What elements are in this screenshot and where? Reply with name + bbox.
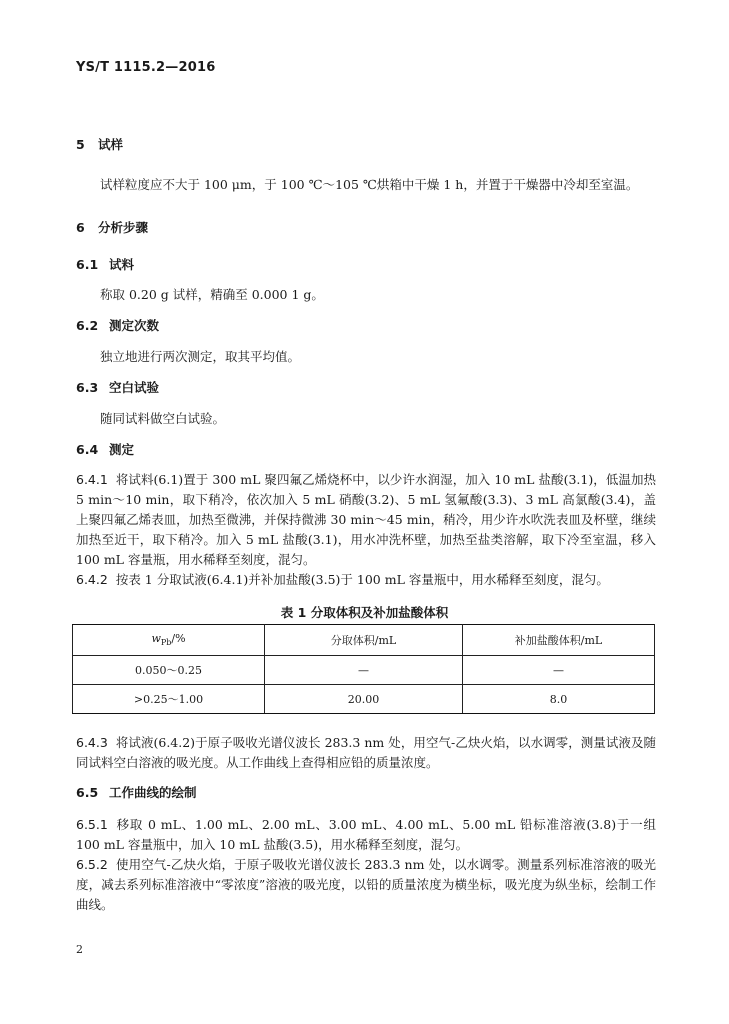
header-symbol: w <box>151 632 161 646</box>
heading-number: 6.5 <box>76 785 99 800</box>
heading-6-3 <box>76 378 159 396</box>
paragraph-6-2: 独立地进行两次测定，取其平均值。 <box>100 349 301 364</box>
table-cell: 0.050～0.25 <box>73 656 265 685</box>
clause-6-4-3 <box>76 733 656 773</box>
clause-6-4-2 <box>76 570 656 590</box>
page-number: 2 <box>76 943 83 956</box>
header-unit: /% <box>171 632 186 646</box>
table-cell: — <box>462 656 654 685</box>
clause-number: 6.5.2 <box>76 857 108 872</box>
heading-number: 5 <box>76 137 85 152</box>
heading-6-4 <box>76 440 134 458</box>
heading-number: 6 <box>76 220 85 235</box>
heading-number: 6.1 <box>76 257 99 272</box>
heading-title: 测定次数 <box>109 318 160 333</box>
heading-6-2 <box>76 316 159 334</box>
heading-6-5 <box>76 783 197 801</box>
heading-number: 6.2 <box>76 318 99 333</box>
clause-6-4-1 <box>76 470 656 570</box>
table-title: 表 1 分取体积及补加盐酸体积 <box>280 605 449 620</box>
heading-title: 试料 <box>109 257 135 272</box>
heading-number: 6.3 <box>76 380 99 395</box>
column-header-aliquot-volume: 分取体积/mL <box>265 625 463 656</box>
table-header-row <box>73 625 655 656</box>
column-header-mass-fraction <box>73 625 265 656</box>
heading-6 <box>76 218 148 236</box>
paragraph-5: 试样粒度应不大于 100 μm，于 100 ℃～105 ℃烘箱中干燥 1 h，并置于干燥器中冷却至室温。 <box>100 177 639 192</box>
heading-title: 分析步骤 <box>98 220 149 235</box>
standard-id: YS/T 1115.2—2016 <box>76 60 216 75</box>
heading-6-1 <box>76 255 134 273</box>
table-1 <box>72 624 655 714</box>
table-cell: — <box>265 656 463 685</box>
clause-text: 将试液(6.4.2)于原子吸收光谱仪波长 283.3 nm 处，用空气-乙炔火焰，以水调零，测量试液及随同试料空白溶液的吸光度。从工作曲线上查得相应铅的质量浓度。 <box>76 735 656 770</box>
clause-number: 6.4.3 <box>76 735 108 750</box>
clause-text: 使用空气-乙炔火焰，于原子吸收光谱仪波长 283.3 nm 处，以水调零。测量系列标准溶液的吸光度，减去系列标准溶液中“零浓度”溶液的吸光度，以铅的质量浓度为横坐标，吸光度为纵坐标，绘制工作曲线。 <box>76 857 656 912</box>
table-row <box>73 685 655 714</box>
clause-6-5-2 <box>76 855 656 915</box>
clause-text: 移取 0 mL、1.00 mL、2.00 mL、3.00 mL、4.00 mL、5.00 mL 铅标准溶液(3.8)于一组 100 mL 容量瓶中，加入 10 mL 盐酸(3.5)，用水稀释至刻度，混匀。 <box>76 817 656 852</box>
heading-number: 6.4 <box>76 442 99 457</box>
clause-6-5-1 <box>76 815 656 855</box>
clause-number: 6.5.1 <box>76 817 108 832</box>
paragraph-6-1: 称取 0.20 g 试样，精确至 0.000 1 g。 <box>100 287 324 302</box>
heading-title: 试样 <box>98 137 124 152</box>
clause-text: 将试料(6.1)置于 300 mL 聚四氟乙烯烧杯中，以少许水润湿，加入 10 mL 盐酸(3.1)，低温加热 5 min～10 min，取下稍冷，依次加入 5 mL 硝酸(3.2)、5 mL 氢氟酸(3.3)、3 mL 高氯酸(3.4)，盖上聚四氟乙烯表皿，加热至微沸，并保持微沸 30 min～45 min，稍冷，用少许水吹洗表皿及杯壁，继续加热至近干，取下稍冷。加入 5 mL 盐酸(3.1)，用水冲洗杯壁，加热至盐类溶解，取下冷至室温，移入 100 mL 容量瓶，用水稀释至刻度，混匀。 <box>76 472 656 567</box>
clause-number: 6.4.1 <box>76 472 108 487</box>
heading-5 <box>76 135 123 153</box>
table-cell: >0.25～1.00 <box>73 685 265 714</box>
table-cell: 20.00 <box>265 685 463 714</box>
heading-title: 空白试验 <box>109 380 160 395</box>
clause-text: 按表 1 分取试液(6.4.1)并补加盐酸(3.5)于 100 mL 容量瓶中，用水稀释至刻度，混匀。 <box>115 572 609 587</box>
heading-title: 测定 <box>109 442 135 457</box>
table-row <box>73 656 655 685</box>
column-header-hcl-volume: 补加盐酸体积/mL <box>462 625 654 656</box>
paragraph-6-3: 随同试料做空白试验。 <box>100 411 226 426</box>
clause-number: 6.4.2 <box>76 572 108 587</box>
table-cell: 8.0 <box>462 685 654 714</box>
heading-title: 工作曲线的绘制 <box>109 785 197 800</box>
header-subscript: Pb <box>160 638 172 648</box>
